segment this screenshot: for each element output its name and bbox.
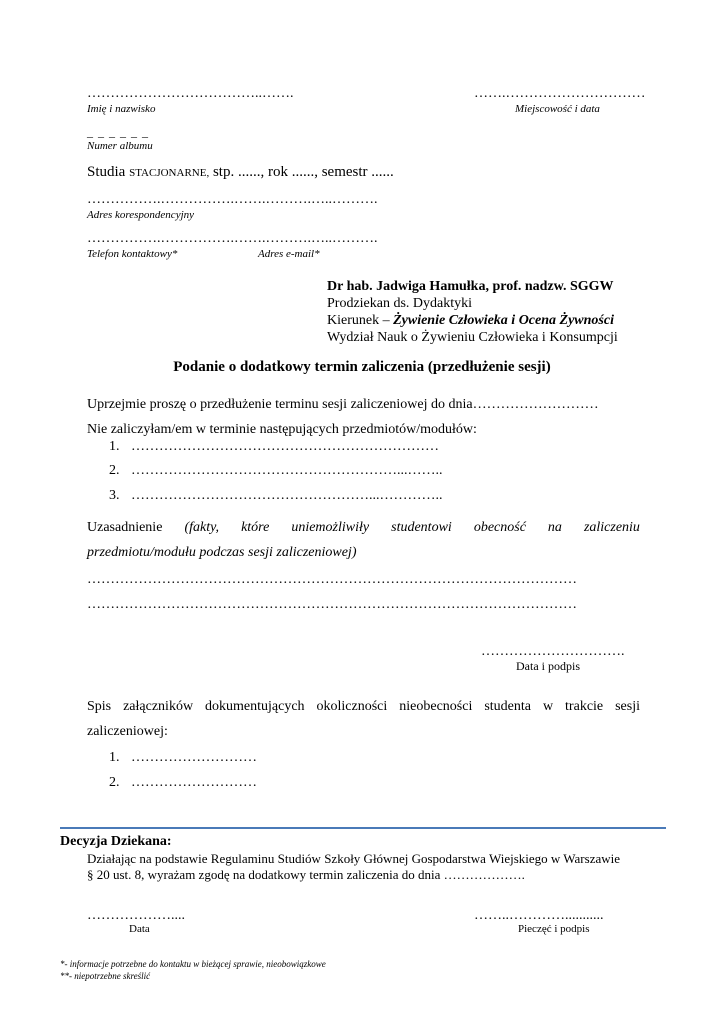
place-date-dots[interactable]: …….………………………… — [474, 86, 646, 101]
address-label: Adres korespondencyjny — [87, 209, 195, 221]
justification-dots-1[interactable]: …………………………………………………………………………………………… — [87, 572, 577, 587]
attachments-word: w — [542, 699, 554, 714]
attachments-word: nieobecności — [399, 699, 473, 714]
attachment-dots[interactable]: ……………………… — [131, 775, 257, 790]
request-line[interactable]: Uprzejmie proszę o przedłużenie terminu sesji zaliczeniowej do dnia……………………… — [87, 397, 599, 412]
attachments-word: okoliczności — [316, 699, 388, 714]
attachments-word: studenta — [484, 699, 531, 714]
justification-word: obecność — [473, 520, 526, 535]
attachment-item-2[interactable] — [109, 775, 257, 791]
phone-dots[interactable]: …………….…………….…….……….…..………. — [87, 231, 378, 246]
studies-rest[interactable]: stp. ......, rok ......, semestr ...... — [212, 164, 394, 180]
album-dashes[interactable]: _ _ _ _ _ _ — [87, 125, 149, 139]
subjects-intro: Nie zaliczyłam/em w terminie następujących przedmiotów/modułów: — [87, 422, 477, 437]
justification-word: (fakty, — [184, 520, 220, 535]
subject-item-2[interactable] — [109, 463, 443, 479]
justification-word: na — [547, 520, 562, 535]
phone-label: Telefon kontaktowy* — [87, 248, 178, 260]
studies-prefix: Studia — [87, 164, 126, 180]
album-label: Numer albumu — [87, 140, 153, 152]
attachment-item-1[interactable] — [109, 750, 257, 766]
justification-word: studentowi — [391, 520, 452, 535]
attachments-word: trakcie — [565, 699, 604, 714]
studies-mode: STACJONARNE, — [129, 167, 210, 179]
footnote-2: **- niepotrzebne skreślić — [60, 971, 151, 981]
justification-word: zaliczeniu — [583, 520, 640, 535]
subject-item-1[interactable] — [109, 439, 439, 455]
attachments-word: Spis — [87, 699, 112, 714]
subject-number: 3. — [109, 488, 120, 503]
justification-word: które — [241, 520, 270, 535]
email-label: Adres e-mail* — [258, 248, 320, 260]
recipient-role: Prodziekan ds. Dydaktyki — [327, 296, 473, 311]
subject-number: 1. — [109, 439, 120, 454]
name-dots[interactable]: ………………………………..……. — [87, 86, 294, 101]
decision-date-dots[interactable]: ……………….... — [87, 908, 185, 923]
attachments-word: dokumentujących — [205, 699, 305, 714]
subject-dots[interactable]: ………………………………………………………… — [131, 439, 439, 454]
footnote-1: *- informacje potrzebne do kontaktu w bieżącej sprawie, nieobowiązkowe — [60, 959, 326, 969]
decision-stamp-label: Pieczęć i podpis — [518, 923, 590, 935]
subject-dots[interactable]: ……………………………………………...………….. — [131, 488, 443, 503]
document-title: Podanie o dodatkowy termin zaliczenia (przedłużenie sesji) — [173, 359, 551, 375]
justification-dots-2[interactable]: …………………………………………………………………………………………… — [87, 597, 577, 612]
name-label: Imię i nazwisko — [87, 103, 156, 115]
attachments-block — [87, 699, 640, 715]
recipient-field — [327, 313, 614, 329]
recipient-faculty: Wydział Nauk o Żywieniu Człowieka i Konsumpcji — [327, 330, 618, 345]
decision-date-label: Data — [129, 923, 150, 935]
recipient-field-prefix: Kierunek – — [327, 313, 394, 328]
justification-line2: przedmiotu/modułu podczas sesji zaliczeniowej) — [87, 545, 357, 560]
attachment-number: 2. — [109, 775, 120, 790]
decision-stamp-dots[interactable]: ……..…………........... — [474, 908, 604, 923]
decision-line1: Działając na podstawie Regulaminu Studiów Szkoły Głównej Gospodarstwa Wiejskiego w Warszawie — [87, 851, 620, 866]
subject-dots[interactable]: …………………………………………………...…….. — [131, 463, 443, 478]
section-divider — [60, 827, 666, 829]
place-date-label: Miejscowość i data — [515, 103, 600, 115]
attachment-number: 1. — [109, 750, 120, 765]
attachments-word: załączników — [123, 699, 194, 714]
address-dots[interactable]: …………….…………….…….……….…..………. — [87, 192, 378, 207]
subject-item-3[interactable] — [109, 488, 443, 504]
attachments-line2: zaliczeniowej: — [87, 724, 168, 739]
justification-word: uniemożliwiły — [291, 520, 370, 535]
subject-number: 2. — [109, 463, 120, 478]
recipient-field-name: Żywienie Człowieka i Ocena Żywności — [393, 313, 614, 328]
decision-line2[interactable]: § 20 ust. 8, wyrażam zgodę na dodatkowy termin zaliczenia do dnia ………………. — [87, 867, 525, 882]
attachments-word: sesji — [615, 699, 640, 714]
signature-label: Data i podpis — [516, 659, 580, 673]
justification-block — [87, 520, 640, 536]
decision-heading: Decyzja Dziekana: — [60, 834, 172, 849]
studies-line — [87, 164, 394, 181]
justification-label: Uzasadnienie — [87, 520, 163, 535]
signature-dots[interactable]: …………………………. — [481, 644, 625, 659]
attachment-dots[interactable]: ……………………… — [131, 750, 257, 765]
recipient-name: Dr hab. Jadwiga Hamułka, prof. nadzw. SGGW — [327, 279, 614, 294]
